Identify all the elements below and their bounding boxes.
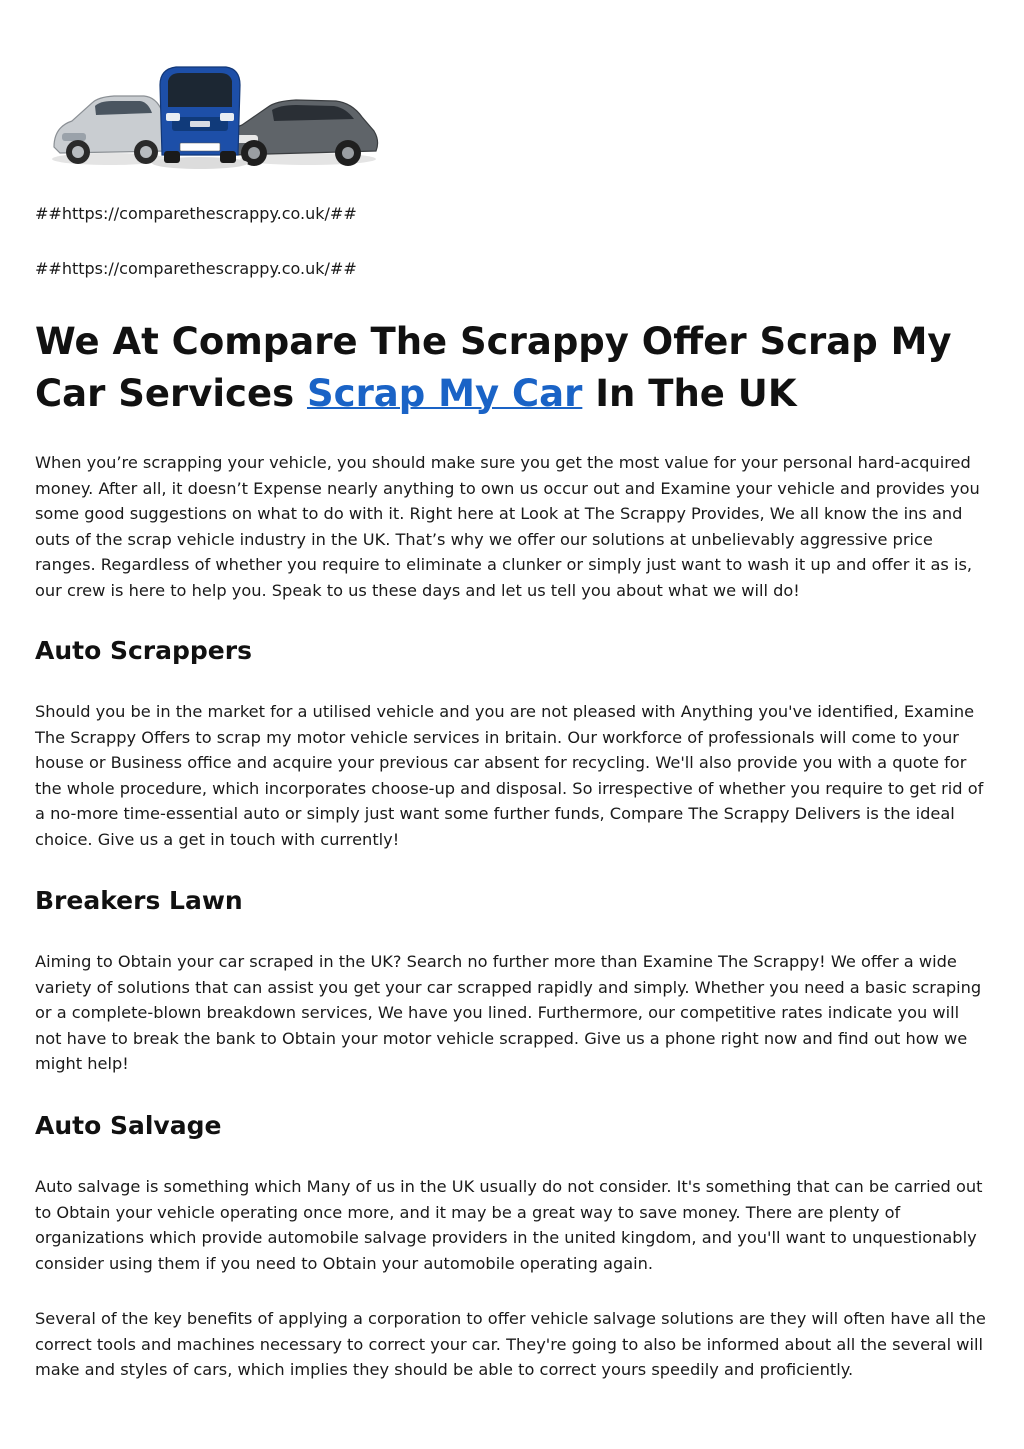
auto-salvage-paragraph-1: Auto salvage is something which Many of us in the UK usually do not consider. It's something that can be carried out to Obtain your vehicle operating once more, and it may be a great way to save money. There are plenty of organizations which provide automobile salvage providers in the united kingdom, and you'll want to unquestionably consider using them if you need to Obtain your automobile operating again. — [35, 1177, 983, 1273]
auto-salvage-paragraph-2: Several of the key benefits of applying a corporation to offer vehicle salvage solutions are they will often have all the correct tools and machines necessary to correct your car. They're going to also be informed about all the several will make and styles of cars, which implies they should be able to correct yours speedily and proficiently. — [35, 1309, 986, 1380]
section-heading-auto-salvage: Auto Salvage — [35, 1111, 222, 1140]
scrap-my-car-link[interactable]: Scrap My Car — [306, 372, 583, 415]
source-url-1: ##https://comparethescrappy.co.uk/## — [35, 204, 357, 223]
grey-car-icon — [226, 100, 378, 166]
silver-car-icon — [52, 96, 168, 165]
title-text-end: In The UK — [582, 372, 797, 415]
section-heading-auto-scrappers: Auto Scrappers — [35, 636, 252, 665]
cars-hero-image — [40, 55, 385, 175]
title-text-start: We At Compare The Scrappy Offer Scrap My Car Services — [35, 320, 952, 415]
source-url-2: ##https://comparethescrappy.co.uk/## — [35, 259, 357, 278]
auto-scrappers-paragraph: Should you be in the market for a utilised vehicle and you are not pleased with Anything you've identified, Examine The Scrappy Offers to scrap my motor vehicle services in britain. Our workforce of professionals will come to your house or Business office and acquire your previous car absent for recycling. We'll also provide you with a quote for the whole procedure, which incorporates choose-up and disposal. So irrespective of whether you require to get rid of a no-more time-essential auto or simply just want some further funds, Compare The Scrappy Delivers is the ideal choice. Give us a get in touch with currently! — [35, 702, 984, 849]
breakers-lawn-paragraph: Aiming to Obtain your car scraped in the UK? Search no further more than Examine The Scrappy! We offer a wide variety of solutions that can assist you get your car scrapped rapidly and simply. Whether you need a basic scraping or a complete-blown breakdown services, We have you lined. Furthermore, our competitive rates indicate you will not have to break the bank to Obtain your motor vehicle scrapped. Give us a phone right now and find out how we might help! — [35, 952, 982, 1074]
page-title — [35, 316, 995, 420]
blue-van-icon — [152, 67, 248, 169]
intro-paragraph: When you’re scrapping your vehicle, you should make sure you get the most value for your personal hard-acquired money. After all, it doesn’t Expense nearly anything to own us occur out and Examine your vehicle and provides you some good suggestions on what to do with it. Right here at Look at The Scrappy Provides, We all know the ins and outs of the scrap vehicle industry in the UK. That’s why we offer our solutions at unbelievably aggressive price ranges. Regardless of whether you require to eliminate a clunker or simply just want to wash it up and offer it as is, our crew is here to help you. Speak to us these days and let us tell you about what we will do! — [35, 453, 980, 600]
section-heading-breakers-lawn: Breakers Lawn — [35, 886, 243, 915]
